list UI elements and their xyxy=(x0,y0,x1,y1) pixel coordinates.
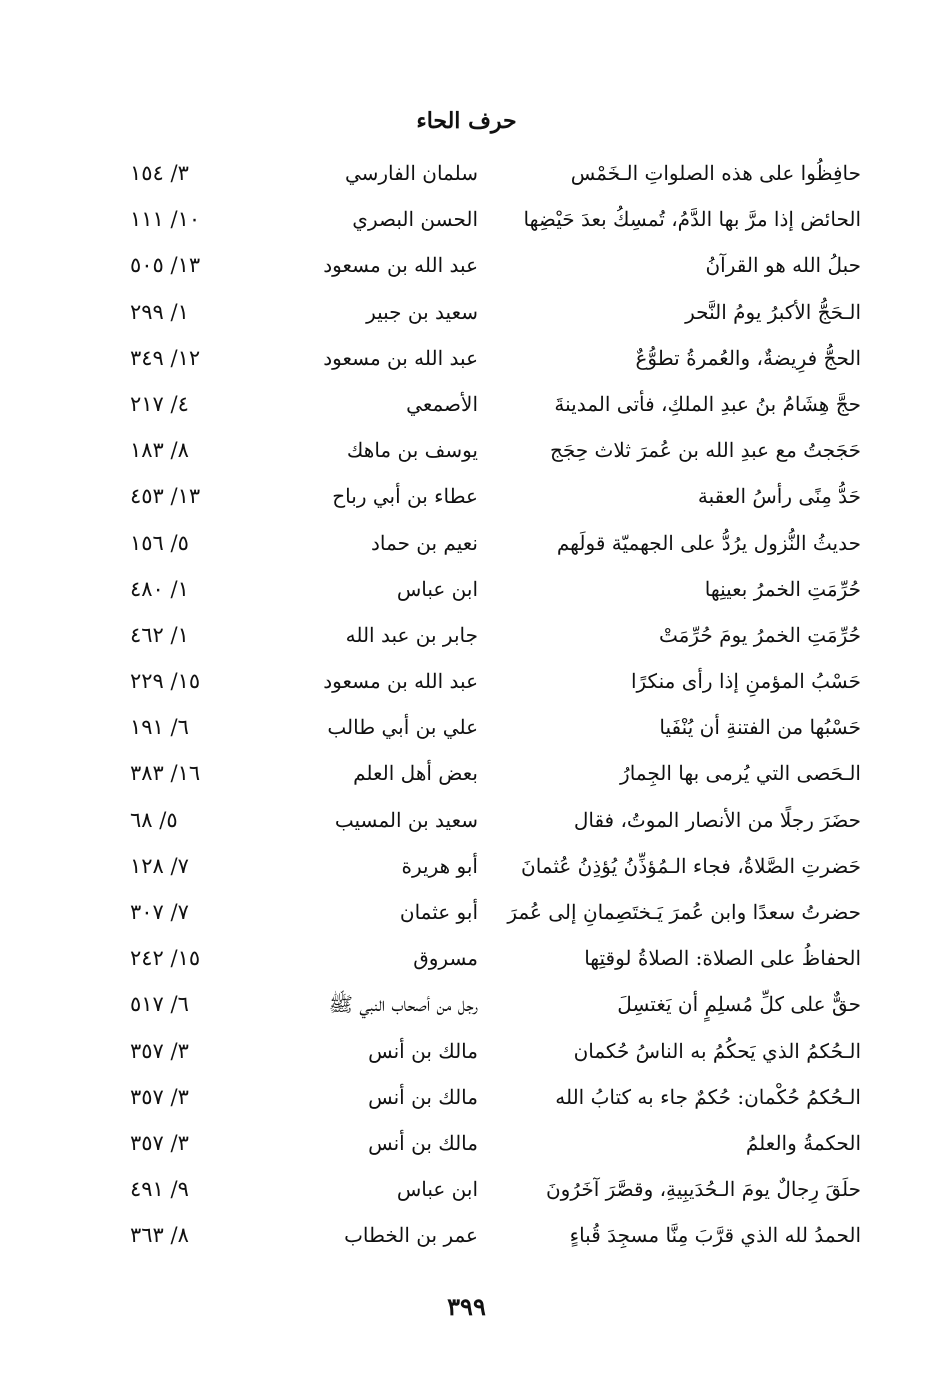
volume-page-reference: ٣/ ٣٥٧ xyxy=(130,1084,189,1109)
index-row xyxy=(0,1166,933,1212)
narrator-name: رجل من أصحاب النبي ﷺ xyxy=(328,992,478,1017)
index-row xyxy=(0,1074,933,1120)
hadith-text: الـحُكمُ الذي يَحكُمُ به الناسُ حُكمان xyxy=(573,1038,861,1063)
hadith-text: الحائض إذا مرَّ بها الدَّمُ، تُمسِكُ بعدَ حَيْضِها xyxy=(523,207,861,232)
index-row xyxy=(0,335,933,381)
narrator-name: أبو هريرة xyxy=(401,853,478,878)
narrator-name: الحسن البصري xyxy=(352,207,478,232)
index-row xyxy=(0,935,933,981)
volume-page-reference: ٦/ ١٩١ xyxy=(130,715,189,740)
hadith-text: الـحُكمُ حُكْمان: حُكمٌ جاء به كتابُ الله xyxy=(555,1084,861,1109)
hadith-text: الحمدُ لله الذي قرَّبَ مِنَّا مسجِدَ قُباءٍ xyxy=(569,1223,861,1248)
narrator-name: سعيد بن جبير xyxy=(366,299,478,324)
index-row xyxy=(0,196,933,242)
hadith-text: حَسْبُها من الفتنةِ أن يُنْفَيا xyxy=(659,715,861,740)
volume-page-reference: ١٣/ ٥٠٥ xyxy=(130,253,201,278)
volume-page-reference: ١٥/ ٢٢٩ xyxy=(130,669,201,694)
hadith-text: حضَرَ رجلًا من الأنصار الموتُ، فقال xyxy=(573,807,861,832)
hadith-text: الحجُّ فرِيضةٌ، والعُمرةُ تطوُّعٌ xyxy=(635,345,861,370)
narrator-name: ابن عباس xyxy=(396,576,478,601)
volume-page-reference: ٥/ ١٥٦ xyxy=(130,530,189,555)
index-row xyxy=(0,150,933,196)
volume-page-reference: ٣/ ١٥٤ xyxy=(130,161,189,185)
index-row xyxy=(0,1212,933,1258)
narrator-name: بعض أهل العلم xyxy=(353,761,478,786)
volume-page-reference: ٧/ ١٢٨ xyxy=(130,853,189,878)
narrator-name: عبد الله بن مسعود xyxy=(323,669,478,694)
index-row xyxy=(0,473,933,519)
index-row xyxy=(0,889,933,935)
volume-page-reference: ٨/ ٣٦٣ xyxy=(130,1223,189,1248)
index-row xyxy=(0,566,933,612)
volume-page-reference: ١٢/ ٣٤٩ xyxy=(130,345,201,370)
index-row xyxy=(0,381,933,427)
hadith-text: حُرِّمَتِ الخمرُ يومَ حُرِّمَتْ xyxy=(658,622,861,647)
index-row xyxy=(0,612,933,658)
index-row xyxy=(0,797,933,843)
index-row xyxy=(0,289,933,335)
volume-page-reference: ١٣/ ٤٥٣ xyxy=(130,484,201,509)
index-row xyxy=(0,704,933,750)
narrator-name: سعيد بن المسيب xyxy=(334,807,478,832)
narrator-name: عبد الله بن مسعود xyxy=(323,345,478,370)
index-row xyxy=(0,981,933,1027)
hadith-text: الـحَجُّ الأكبرُ يومُ النَّحر xyxy=(685,299,861,324)
narrator-name: الأصمعي xyxy=(406,391,478,416)
volume-page-reference: ٣/ ٣٥٧ xyxy=(130,1130,189,1155)
index-row xyxy=(0,1028,933,1074)
volume-page-reference: ١/ ٤٦٢ xyxy=(130,622,189,647)
volume-page-reference: ٧/ ٣٠٧ xyxy=(130,900,189,924)
hadith-text: حَضرتِ الصَّلاةُ، فجاء الـمُؤذِّنُ يُؤذِنُ عُثمانَ xyxy=(521,853,861,878)
index-table xyxy=(0,150,933,1259)
hadith-text: حافِظُوا على هذه الصلواتِ الـخَمْس xyxy=(570,161,861,185)
hadith-text: حديثُ النُّزول يرُدُّ على الجهميّة قولَهم xyxy=(556,530,861,555)
index-row xyxy=(0,427,933,473)
narrator-name: مسروق xyxy=(413,946,478,971)
narrator-name: عبد الله بن مسعود xyxy=(323,253,478,278)
volume-page-reference: ٨/ ١٨٣ xyxy=(130,438,189,463)
hadith-text: حبلُ الله هو القرآنُ xyxy=(705,253,861,278)
volume-page-reference: ١٠/ ١١١ xyxy=(130,207,201,232)
narrator-name: مالك بن أنس xyxy=(368,1038,478,1063)
page-number: ٣٩٩ xyxy=(447,1292,486,1321)
index-row xyxy=(0,843,933,889)
index-row xyxy=(0,242,933,288)
volume-page-reference: ٩/ ٤٩١ xyxy=(130,1177,189,1202)
volume-page-reference: ٦/ ٥١٧ xyxy=(130,992,189,1017)
index-row xyxy=(0,750,933,796)
narrator-name: عمر بن الخطاب xyxy=(344,1223,478,1248)
narrator-name: عطاء بن أبي رباح xyxy=(332,484,478,509)
hadith-text: الـحَصى التي يُرمى بها الجِمارُ xyxy=(620,761,861,786)
index-row xyxy=(0,1120,933,1166)
narrator-name: ابن عباس xyxy=(396,1177,478,1202)
volume-page-reference: ١٥/ ٢٤٢ xyxy=(130,946,201,971)
volume-page-reference: ١٦/ ٣٨٣ xyxy=(130,761,201,786)
index-row xyxy=(0,658,933,704)
section-heading: حرف الحاء xyxy=(416,108,517,134)
volume-page-reference: ١/ ٤٨٠ xyxy=(130,576,189,601)
narrator-name: علي بن أبي طالب xyxy=(327,715,478,740)
narrator-name: جابر بن عبد الله xyxy=(345,622,478,647)
volume-page-reference: ٥/ ٦٨ xyxy=(130,807,178,832)
volume-page-reference: ٣/ ٣٥٧ xyxy=(130,1038,189,1063)
hadith-text: حَجَجتُ مع عبدِ الله بن عُمرَ ثلاث حِجَج xyxy=(550,438,861,463)
volume-page-reference: ١/ ٢٩٩ xyxy=(130,299,189,324)
index-row xyxy=(0,520,933,566)
hadith-text: الحكمةُ والعلمُ xyxy=(745,1130,861,1155)
hadith-text: حجَّ هِشَامُ بنُ عبدِ الملكِ، فأتى المدينةَ xyxy=(554,391,861,416)
hadith-text: حضرتُ سعدًا وابن عُمرَ يَـختَصِمانِ إلى عُمرَ xyxy=(507,900,861,924)
hadith-text: حقٌّ على كلِّ مُسلِمٍ أن يَغتسِلَ xyxy=(617,992,861,1017)
hadith-text: حُرِّمَتِ الخمرُ بعينِها xyxy=(704,576,861,601)
hadith-text: حلَقَ رِجالٌ يومَ الـحُدَيبِيةِ، وقصَّرَ آخَرُونَ xyxy=(545,1177,861,1202)
volume-page-reference: ٤/ ٢١٧ xyxy=(130,391,189,416)
narrator-name: سلمان الفارسي xyxy=(344,161,478,185)
narrator-name: يوسف بن ماهك xyxy=(346,438,478,463)
hadith-text: حَدُّ مِنًى رأسُ العقبة xyxy=(697,484,861,509)
narrator-name: مالك بن أنس xyxy=(368,1084,478,1109)
narrator-name: نعيم بن حماد xyxy=(371,530,478,555)
narrator-name: مالك بن أنس xyxy=(368,1130,478,1155)
hadith-text: حَسْبُ المؤمنِ إذا رأى منكرًا xyxy=(630,669,861,694)
narrator-name: أبو عثمان xyxy=(399,900,478,924)
hadith-text: الحفاظُ على الصلاة: الصلاةُ لوقتِها xyxy=(584,946,861,971)
